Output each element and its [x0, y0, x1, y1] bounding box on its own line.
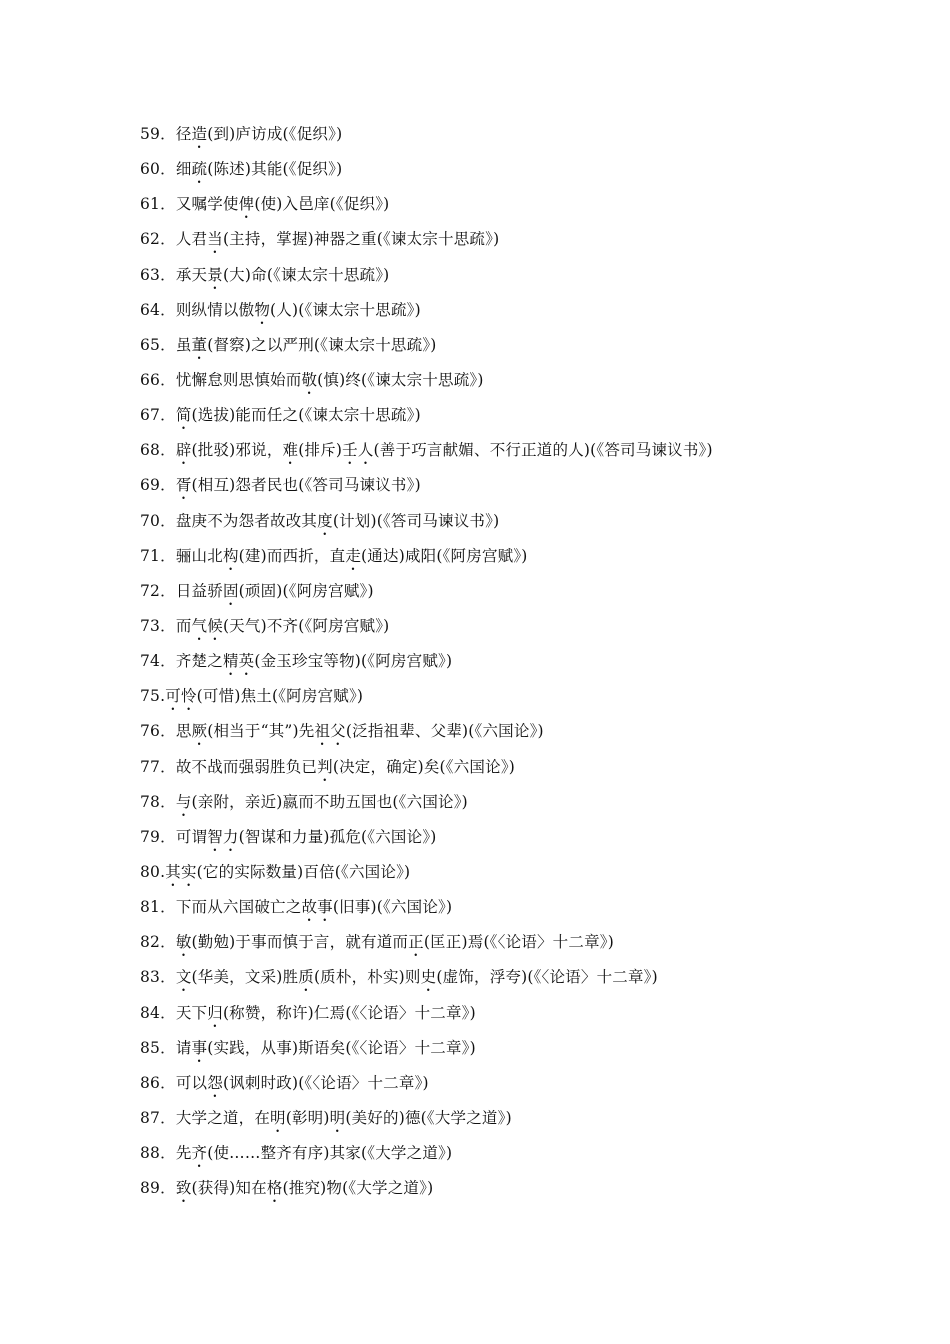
vocabulary-list: [140, 122, 920, 1211]
item-number: 84．: [140, 1003, 176, 1022]
entry-text: (主持，掌握)神器之重(《谏太宗十思疏》): [222, 230, 500, 249]
emphasized-word: 祖父: [314, 722, 346, 741]
entry-text: (勤勉)于事而慎于言，就有道而: [191, 933, 409, 952]
entry-text: (泛指祖辈、父辈)(《六国论》): [345, 722, 544, 741]
entry-text: (使……整齐有序)其家(《大学之道》): [207, 1144, 453, 1163]
entry-text: 人君: [175, 230, 208, 249]
entry-text: (使)入邑庠(《促织》): [254, 195, 390, 214]
list-item: [140, 263, 920, 298]
list-item: [140, 1071, 920, 1106]
item-number: 81．: [140, 898, 176, 917]
list-item: [140, 579, 920, 614]
emphasized-word: 事: [191, 1038, 208, 1057]
entry-text: (慎)终(《谏太宗十思疏》): [317, 370, 484, 389]
item-number: 62．: [140, 230, 176, 249]
entry-text: (亲附，亲近)嬴而不助五国也(《六国论》): [191, 792, 468, 811]
emphasized-word: 景: [207, 265, 223, 284]
entry-text: 请: [175, 1038, 192, 1057]
list-item: [140, 719, 920, 754]
entry-text: (华美，文采)胜: [191, 968, 299, 987]
list-item: [140, 930, 920, 965]
item-number: 85．: [140, 1038, 176, 1057]
list-item: [140, 403, 920, 438]
entry-text: (智谋和力量)孤危(《六国论》): [238, 827, 437, 846]
entry-text: 虽: [175, 335, 192, 354]
emphasized-word: 文: [175, 968, 192, 987]
item-number: 76．: [140, 722, 176, 741]
entry-text: (相互)怨者民也(《答司马谏议书》): [191, 476, 421, 495]
emphasized-word: 简: [175, 406, 192, 425]
entry-text: (质朴，朴实)则: [313, 968, 421, 987]
emphasized-word: 当: [207, 230, 223, 249]
entry-text: (陈述)其能(《促织》): [207, 160, 343, 179]
entry-text: (匡正)焉(《〈论语〉十二章》): [423, 933, 614, 952]
emphasized-word: 致: [175, 1179, 192, 1198]
list-item: [140, 509, 920, 544]
emphasized-word: 难: [282, 441, 299, 460]
item-number: 87．: [140, 1108, 176, 1127]
item-number: 73．: [140, 616, 176, 635]
entry-text: (天气)不齐(《阿房宫赋》): [222, 616, 390, 635]
entry-text: 忧懈怠则思慎始而: [175, 370, 302, 389]
list-item: [140, 1106, 920, 1141]
entry-text: 则纵情以傲: [175, 300, 255, 319]
emphasized-word: 其实: [165, 862, 197, 881]
item-number: 64．: [140, 300, 176, 319]
entry-text: (决定，确定)矣(《六国论》): [332, 757, 516, 776]
item-number: 78．: [140, 792, 176, 811]
item-number: 59．: [140, 125, 176, 143]
emphasized-word: 质: [298, 968, 314, 987]
emphasized-word: 敏: [175, 933, 192, 952]
entry-text: (相当于“其”)先: [207, 722, 315, 741]
entry-text: 盘庚不为怨者故改其: [175, 511, 318, 530]
emphasized-word: 正: [408, 933, 424, 952]
emphasized-word: 敬: [301, 370, 318, 389]
entry-text: 骊山北: [175, 546, 223, 565]
item-number: 89．: [140, 1179, 176, 1198]
item-number: 83．: [140, 968, 176, 987]
item-number: 86．: [140, 1073, 176, 1092]
entry-text: 天下: [175, 1003, 208, 1022]
entry-text: (美好的)德(《大学之道》): [345, 1108, 512, 1127]
list-item: [140, 1176, 920, 1211]
emphasized-word: 怨: [207, 1073, 223, 1092]
list-item: [140, 965, 920, 1000]
list-item: [140, 860, 920, 895]
entry-text: (计划)(《答司马谏议书》): [332, 511, 500, 530]
entry-text: 日益骄: [175, 581, 223, 600]
emphasized-word: 走: [345, 546, 362, 565]
entry-text: (督察)之以严刑(《谏太宗十思疏》): [207, 335, 437, 354]
emphasized-word: 胥: [175, 476, 192, 495]
entry-text: (可惜)焦土(《阿房宫赋》): [196, 687, 364, 706]
entry-text: 思: [175, 722, 192, 741]
entry-text: (人)(《谏太宗十思疏》): [270, 300, 421, 319]
entry-text: (旧事)(《六国论》): [332, 898, 453, 917]
list-item: [140, 473, 920, 508]
entry-text: 下而从六国破亡之: [175, 898, 302, 917]
entry-text: 而: [175, 616, 192, 635]
item-number: 63．: [140, 265, 176, 284]
entry-text: (彰明): [285, 1108, 330, 1127]
list-item: [140, 333, 920, 368]
item-number: 80.: [140, 862, 166, 881]
list-item: [140, 614, 920, 649]
item-number: 68．: [140, 441, 176, 460]
entry-text: 可谓: [175, 827, 208, 846]
item-number: 60．: [140, 160, 176, 179]
emphasized-word: 物: [254, 300, 271, 319]
entry-text: (大)命(《谏太宗十思疏》): [222, 265, 390, 284]
entry-text: 齐楚之: [175, 652, 223, 671]
item-number: 69．: [140, 476, 176, 495]
entry-text: (通达)咸阳(《阿房宫赋》): [361, 546, 528, 565]
list-item: [140, 122, 920, 157]
list-item: [140, 544, 920, 579]
item-number: 74．: [140, 652, 176, 671]
item-number: 75.: [140, 687, 166, 706]
entry-text: 径: [175, 125, 192, 143]
entry-text: (选拔)能而任之(《谏太宗十思疏》): [191, 406, 421, 425]
list-item: [140, 825, 920, 860]
emphasized-word: 智力: [207, 827, 239, 846]
emphasized-word: 格: [266, 1179, 283, 1198]
emphasized-word: 精英: [222, 652, 255, 671]
list-item: [140, 192, 920, 227]
emphasized-word: 俾: [238, 195, 255, 214]
emphasized-word: 可怜: [165, 687, 197, 706]
emphasized-word: 造: [191, 125, 208, 143]
entry-text: (善于巧言献媚、不行正道的人)(《答司马谏议书》): [373, 441, 713, 460]
emphasized-word: 史: [420, 968, 437, 987]
list-item: [140, 157, 920, 192]
entry-text: (顽固)(《阿房宫赋》): [238, 581, 374, 600]
list-item: [140, 368, 920, 403]
item-number: 66．: [140, 370, 176, 389]
emphasized-word: 明: [270, 1108, 286, 1127]
list-item: [140, 1036, 920, 1071]
entry-text: (排斥): [298, 441, 343, 460]
item-number: 71．: [140, 546, 176, 565]
emphasized-word: 故事: [301, 898, 333, 917]
item-number: 65．: [140, 335, 176, 354]
entry-text: (虚饰，浮夸)(《〈论语〉十二章》): [436, 968, 658, 987]
list-item: [140, 438, 920, 473]
list-item: [140, 1141, 920, 1176]
item-number: 72．: [140, 581, 176, 600]
entry-text: (到)庐访成(《促织》): [207, 125, 343, 143]
list-item: [140, 649, 920, 684]
list-item: [140, 1001, 920, 1036]
emphasized-word: 归: [207, 1003, 223, 1022]
item-number: 67．: [140, 406, 176, 425]
entry-text: (称赞，称许)仁焉(《〈论语〉十二章》): [222, 1003, 476, 1022]
emphasized-word: 判: [317, 757, 333, 776]
emphasized-word: 构: [222, 546, 239, 565]
emphasized-word: 固: [222, 581, 239, 600]
emphasized-word: 气候: [191, 616, 223, 635]
list-item: [140, 895, 920, 930]
item-number: 77．: [140, 757, 176, 776]
entry-text: 先: [175, 1144, 192, 1163]
list-item: [140, 227, 920, 262]
list-item: [140, 684, 920, 719]
emphasized-word: 度: [317, 511, 333, 530]
item-number: 61．: [140, 195, 176, 214]
entry-text: 故不战而强弱胜负已: [175, 757, 318, 776]
emphasized-word: 明: [329, 1108, 346, 1127]
entry-text: (批驳)邪说，: [191, 441, 283, 460]
emphasized-word: 辟: [175, 441, 192, 460]
emphasized-word: 董: [191, 335, 208, 354]
entry-text: (金玉珍宝等物)(《阿房宫赋》): [254, 652, 453, 671]
item-number: 88．: [140, 1144, 176, 1163]
list-item: [140, 790, 920, 825]
entry-text: (实践，从事)斯语矣(《〈论语〉十二章》): [207, 1038, 476, 1057]
entry-text: 细: [175, 160, 192, 179]
emphasized-word: 疏: [191, 160, 208, 179]
entry-text: 又嘱学使: [175, 195, 239, 214]
item-number: 79．: [140, 827, 176, 846]
entry-text: 大学之道，在: [175, 1108, 271, 1127]
entry-text: (讽刺时政)(《〈论语〉十二章》): [222, 1073, 429, 1092]
entry-text: (推究)物(《大学之道》): [282, 1179, 434, 1198]
list-item: [140, 298, 920, 333]
entry-text: (获得)知在: [191, 1179, 267, 1198]
list-item: [140, 755, 920, 790]
emphasized-word: 厥: [191, 722, 208, 741]
emphasized-word: 齐: [191, 1144, 208, 1163]
entry-text: 承天: [175, 265, 208, 284]
entry-text: (建)而西折，直: [238, 546, 346, 565]
item-number: 70．: [140, 511, 176, 530]
item-number: 82．: [140, 933, 176, 952]
entry-text: (它的实际数量)百倍(《六国论》): [196, 862, 411, 881]
entry-text: 可以: [175, 1073, 208, 1092]
emphasized-word: 壬人: [342, 441, 374, 460]
emphasized-word: 与: [175, 792, 192, 811]
